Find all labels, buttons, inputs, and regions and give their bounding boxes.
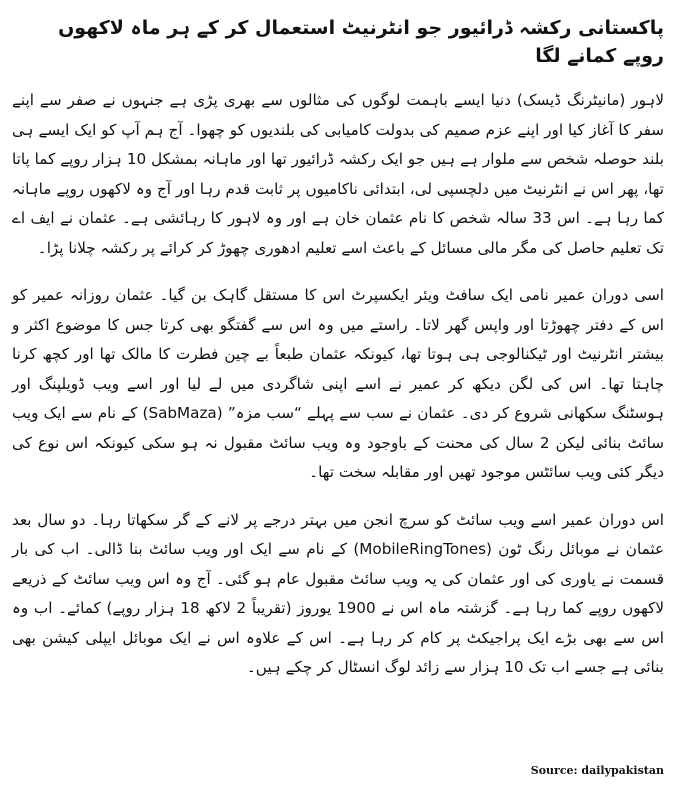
article-headline: پاکستانی رکشہ ڈرائیور جو انٹرنیٹ استعمال کر کے ہر ماہ لاکھوں روپے کمانے لگا [58,17,664,67]
article-paragraph-3: اس دوران عمیر اسے ویب سائٹ کو سرچ انجن میں بہتر درجے پر لانے کے گر سکھاتا رہا۔ دو سال بعد عثمان نے موبائل رنگ ٹون (MobileRingTones) کے نام سے ایک اور ویب سائٹ بنا ڈالی۔ اب کی بار قسمت نے یاوری کی اور عثمان کی یہ ویب سائٹ مقبول عام ہو گئی۔ آج وہ اس ویب سائٹ کے ذریعے لاکھوں روپے کما رہا ہے۔ گزشتہ ماہ اس نے 1900 یوروز (تقریباً 2 لاکھ 18 ہزار روپے) کمائے۔ اب وہ اس سے بھی بڑے ایک پراجیکٹ پر کام کر رہا ہے۔ اس کے علاوہ اس نے ایک موبائل ایپلی کیشن بھی بنائی ہے جسے اب تک 10 ہزار سے زائد لوگ انسٹال کر چکے ہیں۔ [12,510,665,676]
article-paragraph-1: لاہور (مانیٹرنگ ڈیسک) دنیا ایسے باہمت لوگوں کی مثالوں سے بھری پڑی ہے جنہوں نے صفر سے اپنے سفر کا آغاز کیا اور اپنے عزم صمیم کی بدولت کامیابی کی بلندیوں کو چھوا۔ آج ہم آپ کو ایک ایسے ہی بلند حوصلہ شخص سے ملوار ہے ہیں جو ایک رکشہ ڈرائیور تھا اور ماہانہ بمشکل 10 ہزار روپے کما پاتا تھا، پھر اس نے انٹرنیٹ میں دلچسپی لی، ابتدائی ناکامیوں پر ثابت قدم رہا اور آج وہ لاکھوں روپے ماہانہ کما رہا ہے۔ اس 33 سالہ شخص کا نام عثمان خان ہے اور وہ لاہور کا رہائشی ہے۔ عثمان نے ایف اے تک تعلیم حاصل کی مگر مالی مسائل کے باعث اسے تعلیم ادھوری چھوڑ کر کرائے پر رکشہ چلانا پڑا۔ [12,91,665,257]
article [12,14,664,701]
article-paragraph-2: اسی دوران عمیر نامی ایک سافٹ ویئر ایکسپرٹ اس کا مستقل گاہک بن گیا۔ عثمان روزانہ عمیر کو اس کے دفتر چھوڑتا اور واپس گھر لاتا۔ راستے میں وہ اس سے گفتگو بھی کرتا جس کا موضوع اکثر و بیشتر انٹرنیٹ اور ٹیکنالوجی ہی ہوتا تھا، کیونکہ عثمان طبعاً بے چین فطرت کا مالک تھا اور کچھ کرنا چاہتا تھا۔ اس کی لگن دیکھ کر عمیر نے اسے اپنی شاگردی میں لے لیا اور اسے ویب ڈویلپنگ اور ہوسٹنگ سکھانی شروع کر دی۔ عثمان نے سب سے پہلے “سب مزہ” (SabMaza) کے نام سے ایک ویب سائٹ بنائی لیکن 2 سال کی محنت کے باوجود وہ ویب سائٹ مقبول نہ ہو سکی کیونکہ اس نوع کی دیگر کئی ویب سائٹس موجود تھیں اور مقابلہ سخت تھا۔ [12,286,665,481]
source-credit: Source: dailypakistan [530,764,664,777]
